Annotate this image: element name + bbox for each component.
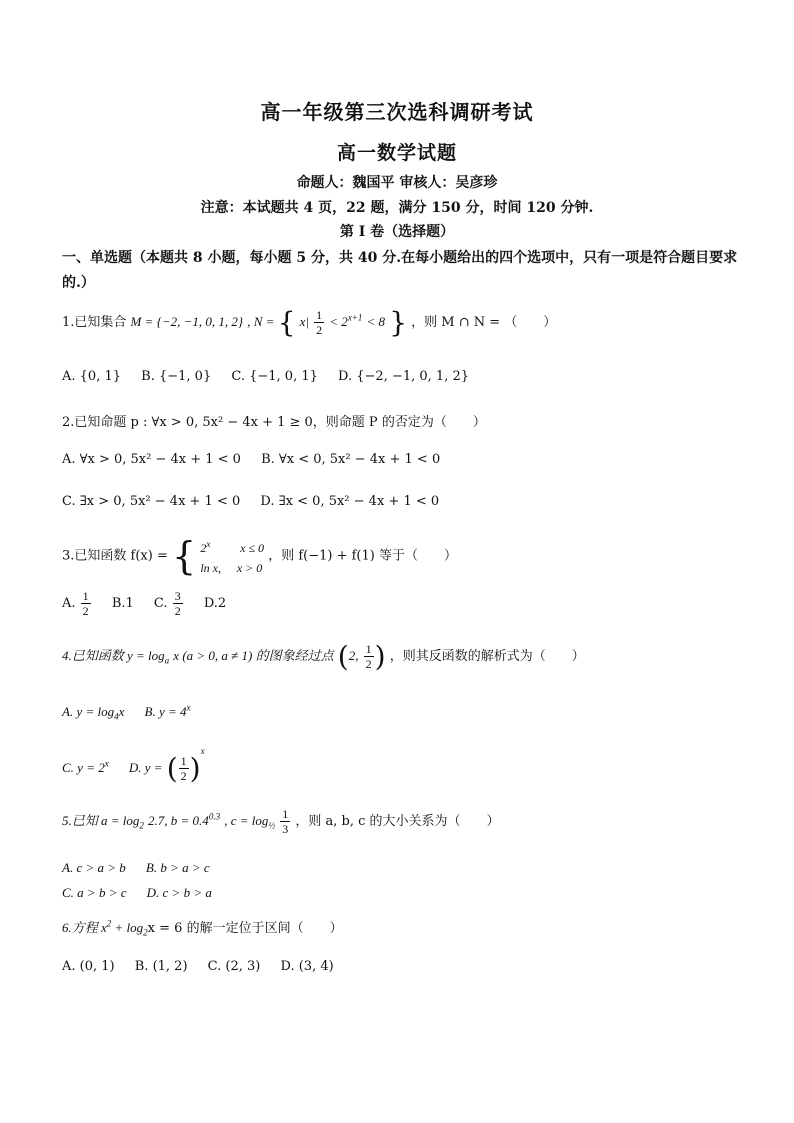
q2-option-b[interactable]: B. ∀x < 0, 5x² − 4x + 1 < 0 — [261, 452, 441, 467]
q3-option-d[interactable]: D.2 — [203, 596, 227, 611]
question-3: 3.已知函数 f(x) = { 2$^x$ x ≤ 0 ln x, x > 0 ，则 f(−1) + f(1) 等于（ ） — [62, 534, 457, 578]
question-6-options — [62, 959, 350, 974]
q6-option-c[interactable]: C. (2, 3) — [207, 959, 261, 974]
q3-option-b[interactable]: B.1 — [111, 596, 134, 611]
q6-option-a[interactable]: A. (0, 1) — [62, 959, 115, 974]
question-6: 6.方程 $x^2 + \log_2x = 6$ 的解一定位于区间（ ） — [62, 918, 343, 938]
q1-option-b[interactable]: B. {−1, 0} — [141, 369, 212, 384]
q3-option-a[interactable]: A. $\frac{1}{2}$ — [62, 589, 89, 618]
question-1-options — [62, 369, 485, 384]
q5-option-a[interactable]: A. c > a > b — [62, 860, 126, 875]
q5-option-c[interactable]: C. a > b > c — [62, 885, 127, 900]
q3-option-c[interactable]: C. $\frac{3}{2}$ — [153, 589, 181, 618]
q4-option-b[interactable]: B. $y = 4^x$ — [144, 703, 191, 720]
question-4-options-row2 — [62, 746, 221, 785]
volume-heading: 第 I 卷（选择题） — [339, 224, 455, 240]
section-heading: 一、单选题（本题共 8 小题，每小题 5 分，共 40 分.在每小题给出的四个选项中，只有一项是符合题目要求的.） — [62, 250, 738, 291]
question-2-options-row2 — [62, 494, 455, 509]
q5-option-b[interactable]: B. b > a > c — [145, 860, 210, 875]
question-1: 1.已知集合 M = {−2, −1, 0, 1, 2} , N = { x| $\frac{1}{2}$ < $2^{x+1} < 8$ } ，则 M ∩ N = （ ） — [62, 306, 557, 339]
question-5-options-row2 — [62, 885, 228, 901]
notice-line: 注意：本试题共 4 页，22 题，满分 150 分，时间 120 分钟. — [200, 200, 594, 216]
question-5-options-row1 — [62, 860, 226, 876]
q1-option-d[interactable]: D. {−2, −1, 0, 1, 2} — [338, 369, 469, 384]
q4-option-a[interactable]: A. $y = \log_4x$ — [62, 704, 125, 722]
q4-option-d[interactable]: D. y = ( $\frac{1}{2}$ )$^x$ — [128, 746, 205, 785]
fraction-half: $\frac{1}{2}$ — [316, 308, 323, 337]
exam-subtitle: 高一数学试题 — [336, 142, 457, 164]
question-2-options-row1 — [62, 452, 456, 467]
question-5: 5.已知 $a = \log_2 2.7$, $b = 0.4^{0.3}$ , $c = \log_{\frac{1}{2}}$ $\frac{1}{3}$ ，则 a, b, c 的大小关系为（ ） — [62, 807, 500, 836]
question-3-options — [62, 590, 242, 617]
authors-line: 命题人：魏国平 审核人：吴彦珍 — [296, 175, 498, 191]
question-4-options-row1 — [62, 703, 207, 722]
question-2: 2.已知命题 p : ∀x > 0, 5x² − 4x + 1 ≥ 0，则命题 P 的否定为（ ） — [62, 415, 486, 430]
piecewise-cases: 2$^x$ x ≤ 0 ln x, x > 0 — [200, 539, 265, 575]
exam-title: 高一年级第三次选科调研考试 — [260, 100, 534, 124]
q2-option-a[interactable]: A. ∀x > 0, 5x² − 4x + 1 < 0 — [62, 452, 241, 467]
question-4: 4.已知函数 $y = \log_a x$ (a > 0, a ≠ 1) 的图象经过点 (2, $\frac{1}{2}$ ) ，则其反函数的解析式为（ ） — [62, 640, 585, 673]
q1-option-c[interactable]: C. {−1, 0, 1} — [231, 369, 318, 384]
q6-option-d[interactable]: D. (3, 4) — [280, 959, 334, 974]
q2-option-c[interactable]: C. ∃x > 0, 5x² − 4x + 1 < 0 — [62, 494, 241, 509]
q2-option-d[interactable]: D. ∃x < 0, 5x² − 4x + 1 < 0 — [260, 494, 440, 509]
q6-option-b[interactable]: B. (1, 2) — [134, 959, 188, 974]
q1-option-a[interactable]: A. {0, 1} — [62, 369, 122, 384]
q4-option-c[interactable]: C. $y = 2^x$ — [62, 758, 109, 775]
q5-option-d[interactable]: D. c > b > a — [146, 885, 212, 900]
